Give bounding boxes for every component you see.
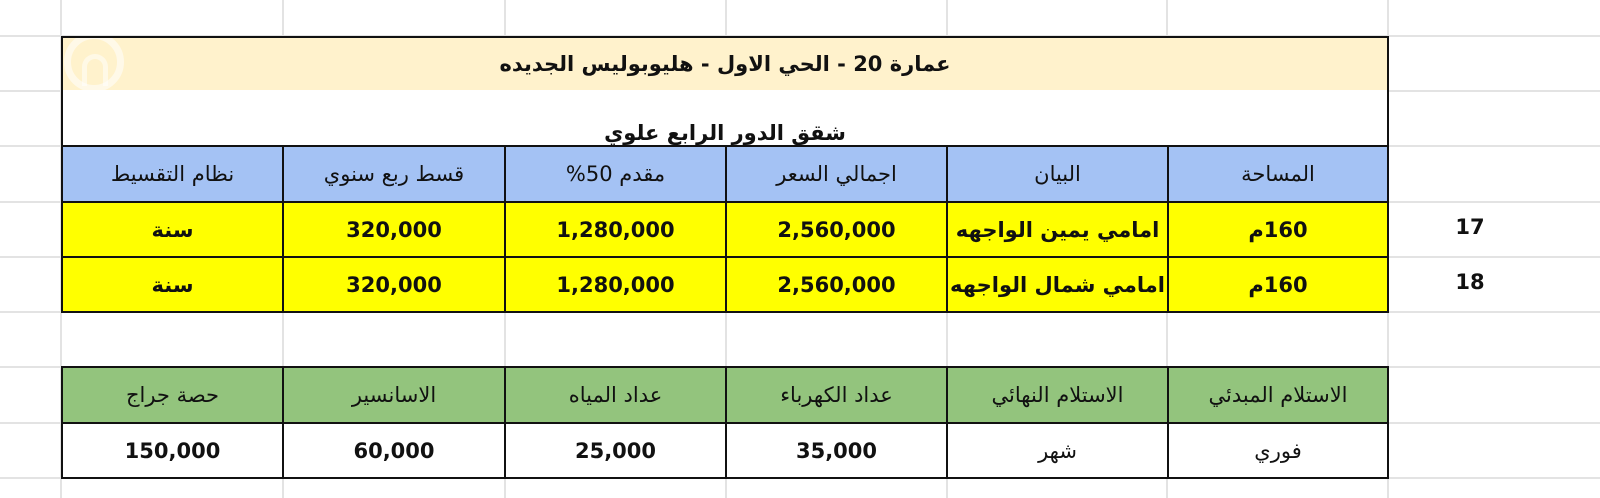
cell-area[interactable]: 160م <box>1167 256 1389 313</box>
unit-number: 18 <box>1455 270 1485 294</box>
header-area[interactable]: المساحة <box>1167 145 1389 203</box>
cell-down-payment[interactable]: 1,280,000 <box>504 256 727 313</box>
header-final-handover[interactable]: الاستلام النهائي <box>946 366 1169 424</box>
header-electricity-meter[interactable]: عداد الكهرباء <box>725 366 948 424</box>
cell-final-handover[interactable]: شهر <box>946 422 1169 479</box>
cell-description[interactable]: امامي شمال الواجهه <box>946 256 1169 313</box>
cell-total-price[interactable]: 2,560,000 <box>725 256 948 313</box>
cell-description[interactable]: امامي يمين الواجهه <box>946 201 1169 258</box>
header-elevator[interactable]: الاسانسير <box>282 366 506 424</box>
cell-electricity-meter[interactable]: 35,000 <box>725 422 948 479</box>
sheet-subtitle: شقق الدور الرابع علوي <box>604 121 846 145</box>
sheet-title-cell[interactable] <box>61 36 1389 92</box>
header-quarterly-installment[interactable]: قسط ربع سنوي <box>282 145 506 203</box>
cell-installment-plan[interactable]: سنة <box>61 201 284 258</box>
header-installment-plan[interactable]: نظام التقسيط <box>61 145 284 203</box>
cell-elevator[interactable]: 60,000 <box>282 422 506 479</box>
cell-initial-handover[interactable]: فوري <box>1167 422 1389 479</box>
header-initial-handover[interactable]: الاستلام المبدئي <box>1167 366 1389 424</box>
cell-water-meter[interactable]: 25,000 <box>504 422 727 479</box>
cell-area[interactable]: 160م <box>1167 201 1389 258</box>
unit-number: 17 <box>1455 215 1485 239</box>
sheet-subtitle-cell[interactable] <box>61 90 1389 147</box>
cell-quarterly-installment[interactable]: 320,000 <box>282 256 506 313</box>
header-water-meter[interactable]: عداد المياه <box>504 366 727 424</box>
header-total-price[interactable]: اجمالي السعر <box>725 145 948 203</box>
cell-total-price[interactable]: 2,560,000 <box>725 201 948 258</box>
header-down-payment[interactable]: مقدم 50% <box>504 145 727 203</box>
sheet-title: عمارة 20 - الحي الاول - هليوبوليس الجديده <box>499 52 951 76</box>
header-description[interactable]: البيان <box>946 145 1169 203</box>
header-garage-share[interactable]: حصة جراج <box>61 366 284 424</box>
cell-garage-share[interactable]: 150,000 <box>61 422 284 479</box>
cell-installment-plan[interactable]: سنة <box>61 256 284 313</box>
cell-quarterly-installment[interactable]: 320,000 <box>282 201 506 258</box>
cell-down-payment[interactable]: 1,280,000 <box>504 201 727 258</box>
